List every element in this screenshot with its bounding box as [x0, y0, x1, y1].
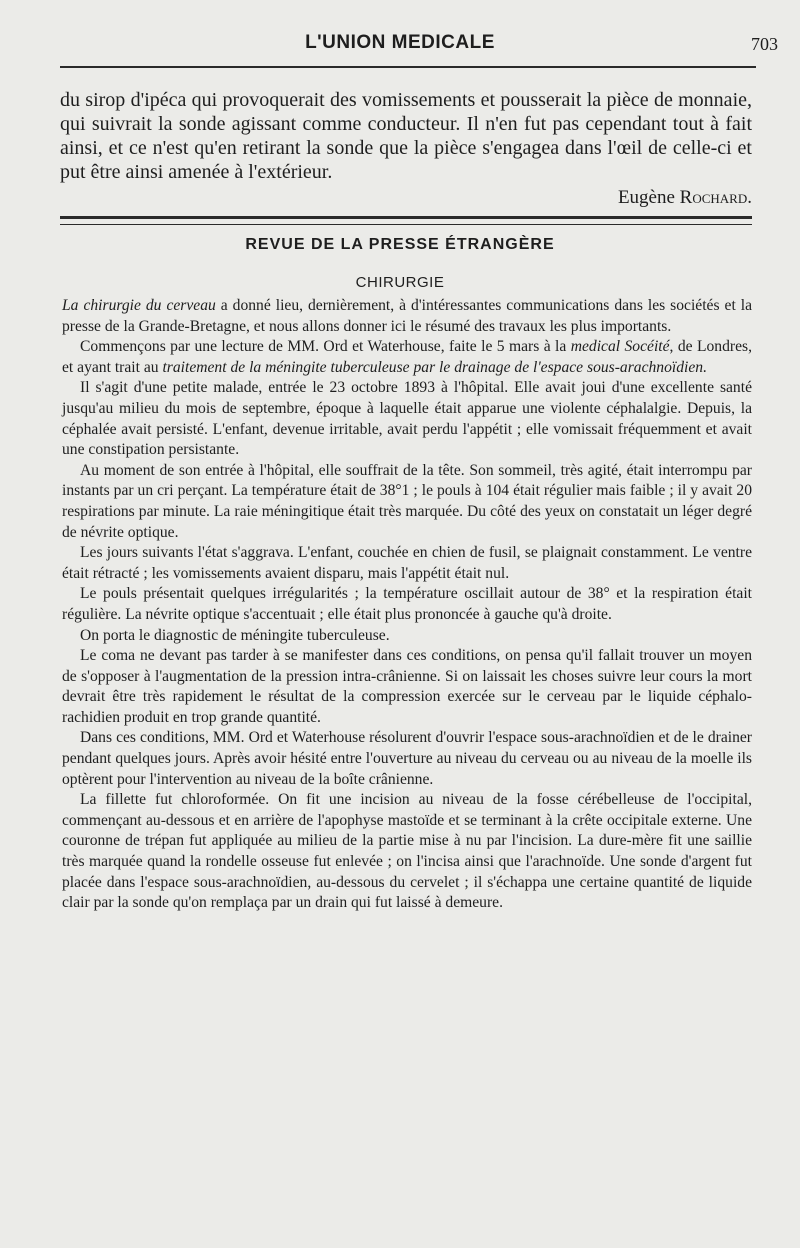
- paragraph-2-italic-1: medical Socéité: [570, 338, 670, 356]
- previous-article-ending: [60, 88, 752, 210]
- signature-first-name: Eugène: [617, 187, 680, 208]
- paragraph-2-text-b: , de Londres, et ayant trait au: [62, 338, 752, 376]
- paragraph-1-italic: La chirurgie du cerveau: [62, 297, 216, 314]
- paragraph-2: [62, 337, 752, 378]
- article-body: [62, 296, 752, 914]
- paragraph-5: Les jours suivants l'état s'aggrava. L'enfant, couchée en chien de fusil, se plaignait constamment. Le ventre était rétracté ; les vomissements avaient disparu, mais l'appétit était nul.: [62, 544, 752, 582]
- paragraph-6: Le pouls présentait quelques irrégularités ; la température oscillait autour de 38° et la respiration était régulière. La névrite optique s'accentuait ; elle était plus prononcée à gauche qu'à droite.: [62, 585, 752, 623]
- paragraph-2-text-a: Commençons par une lecture de MM. Ord et Waterhouse, faite le 5 mars à la: [80, 338, 571, 356]
- section-title: REVUE DE LA PRESSE ÉTRANGÈRE: [245, 236, 555, 253]
- author-signature: [60, 186, 752, 210]
- section-subtitle: CHIRURGIE: [355, 274, 445, 291]
- paragraph-8: Le coma ne devant pas tarder à se manifester dans ces conditions, on pensa qu'il fallait trouver un moyen de s'opposer à l'augmentation de la pression intra-crânienne. Si on laissait les choses suivre leur cours la mort devrait être très rapidement le résultat de la compression exercée sur le cerveau par le liquide céphalo-rachidien produit en trop grande quantité.: [62, 647, 752, 726]
- section-rule-thin: [60, 224, 752, 225]
- paragraph-1-text: a donné lieu, dernièrement, à d'intéressantes communications dans les sociétés et la presse de la Grande-Bretagne, et nous allons donner ici le résumé des travaux les plus importants.: [62, 297, 753, 335]
- page-number: 703: [751, 34, 778, 54]
- header-rule: [60, 66, 756, 68]
- paragraph-4: Au moment de son entrée à l'hôpital, elle souffrait de la tête. Son sommeil, très agité, était interrompu par instants par un cri perçant. La température était de 38°1 ; le pouls à 104 était régulier mais faible ; il y avait 20 respirations par minute. La raie méningitique était très marquée. Du côté des yeux on constatait un léger degré de névrite optique.: [62, 461, 752, 541]
- paragraph-1: [62, 296, 752, 337]
- signature-last-name: Rochard.: [679, 187, 752, 208]
- paragraph-10: La fillette fut chloroformée. On fit une incision au niveau de la fosse cérébelleuse de l'occipital, commençant au-dessous et en arrière de l'apophyse mastoïde et se terminant à la crête occipitale externe. Une couronne de trépan fut appliquée au milieu de la partie mise à nu par l'incision. La dure-mère fit une saillie très marquée quand la rondelle osseuse fut enlevée ; on l'incisa ainsi que l'arachnoïde. Une sonde d'argent fut placée dans l'espace sous-arachnoïdien, au-dessous du cervelet ; il s'échappa une certaine quantité de liquide clair par la sonde qu'on remplaça par un drain qui fut laissé à demeure.: [62, 791, 752, 912]
- paragraph-9: Dans ces conditions, MM. Ord et Waterhouse résolurent d'ouvrir l'espace sous-arachnoïdien et de le drainer pendant quelques jours. Après avoir hésité entre l'ouverture au niveau du cerveau ou au niveau de la moelle ils optèrent pour l'intervention au niveau de la boîte crânienne.: [62, 729, 752, 788]
- paragraph-2-italic-2: traitement de la méningite tuberculeuse par le drainage de l'espace sous-arachnoïdien.: [162, 358, 707, 376]
- paragraph-3: Il s'agit d'une petite malade, entrée le 23 octobre 1893 à l'hôpital. Elle avait joui d'une excellente santé jusqu'au milieu du mois de septembre, époque à laquelle était apparue une violente céphalalgie. Depuis, la céphalée avait persisté. L'enfant, devenue irritable, avait perdu l'appétit ; elle vomissait fréquemment et avait une constipation persistante.: [62, 379, 752, 459]
- paragraph-7: On porta le diagnostic de méningite tuberculeuse.: [80, 626, 390, 644]
- section-rule-thick: [60, 216, 752, 219]
- previous-article-text: du sirop d'ipéca qui provoquerait des vomissements et pousserait la pièce de monnaie, qui suivrait la sonde agissant comme conducteur. Il n'en fut pas cependant tout à fait ainsi, et ce n'est qu'en retirant la sonde que la pièce s'engagea dans l'œil de celle-ci et put être ainsi amenée à l'extérieur.: [60, 89, 752, 183]
- running-header-title: L'UNION MEDICALE: [305, 32, 495, 53]
